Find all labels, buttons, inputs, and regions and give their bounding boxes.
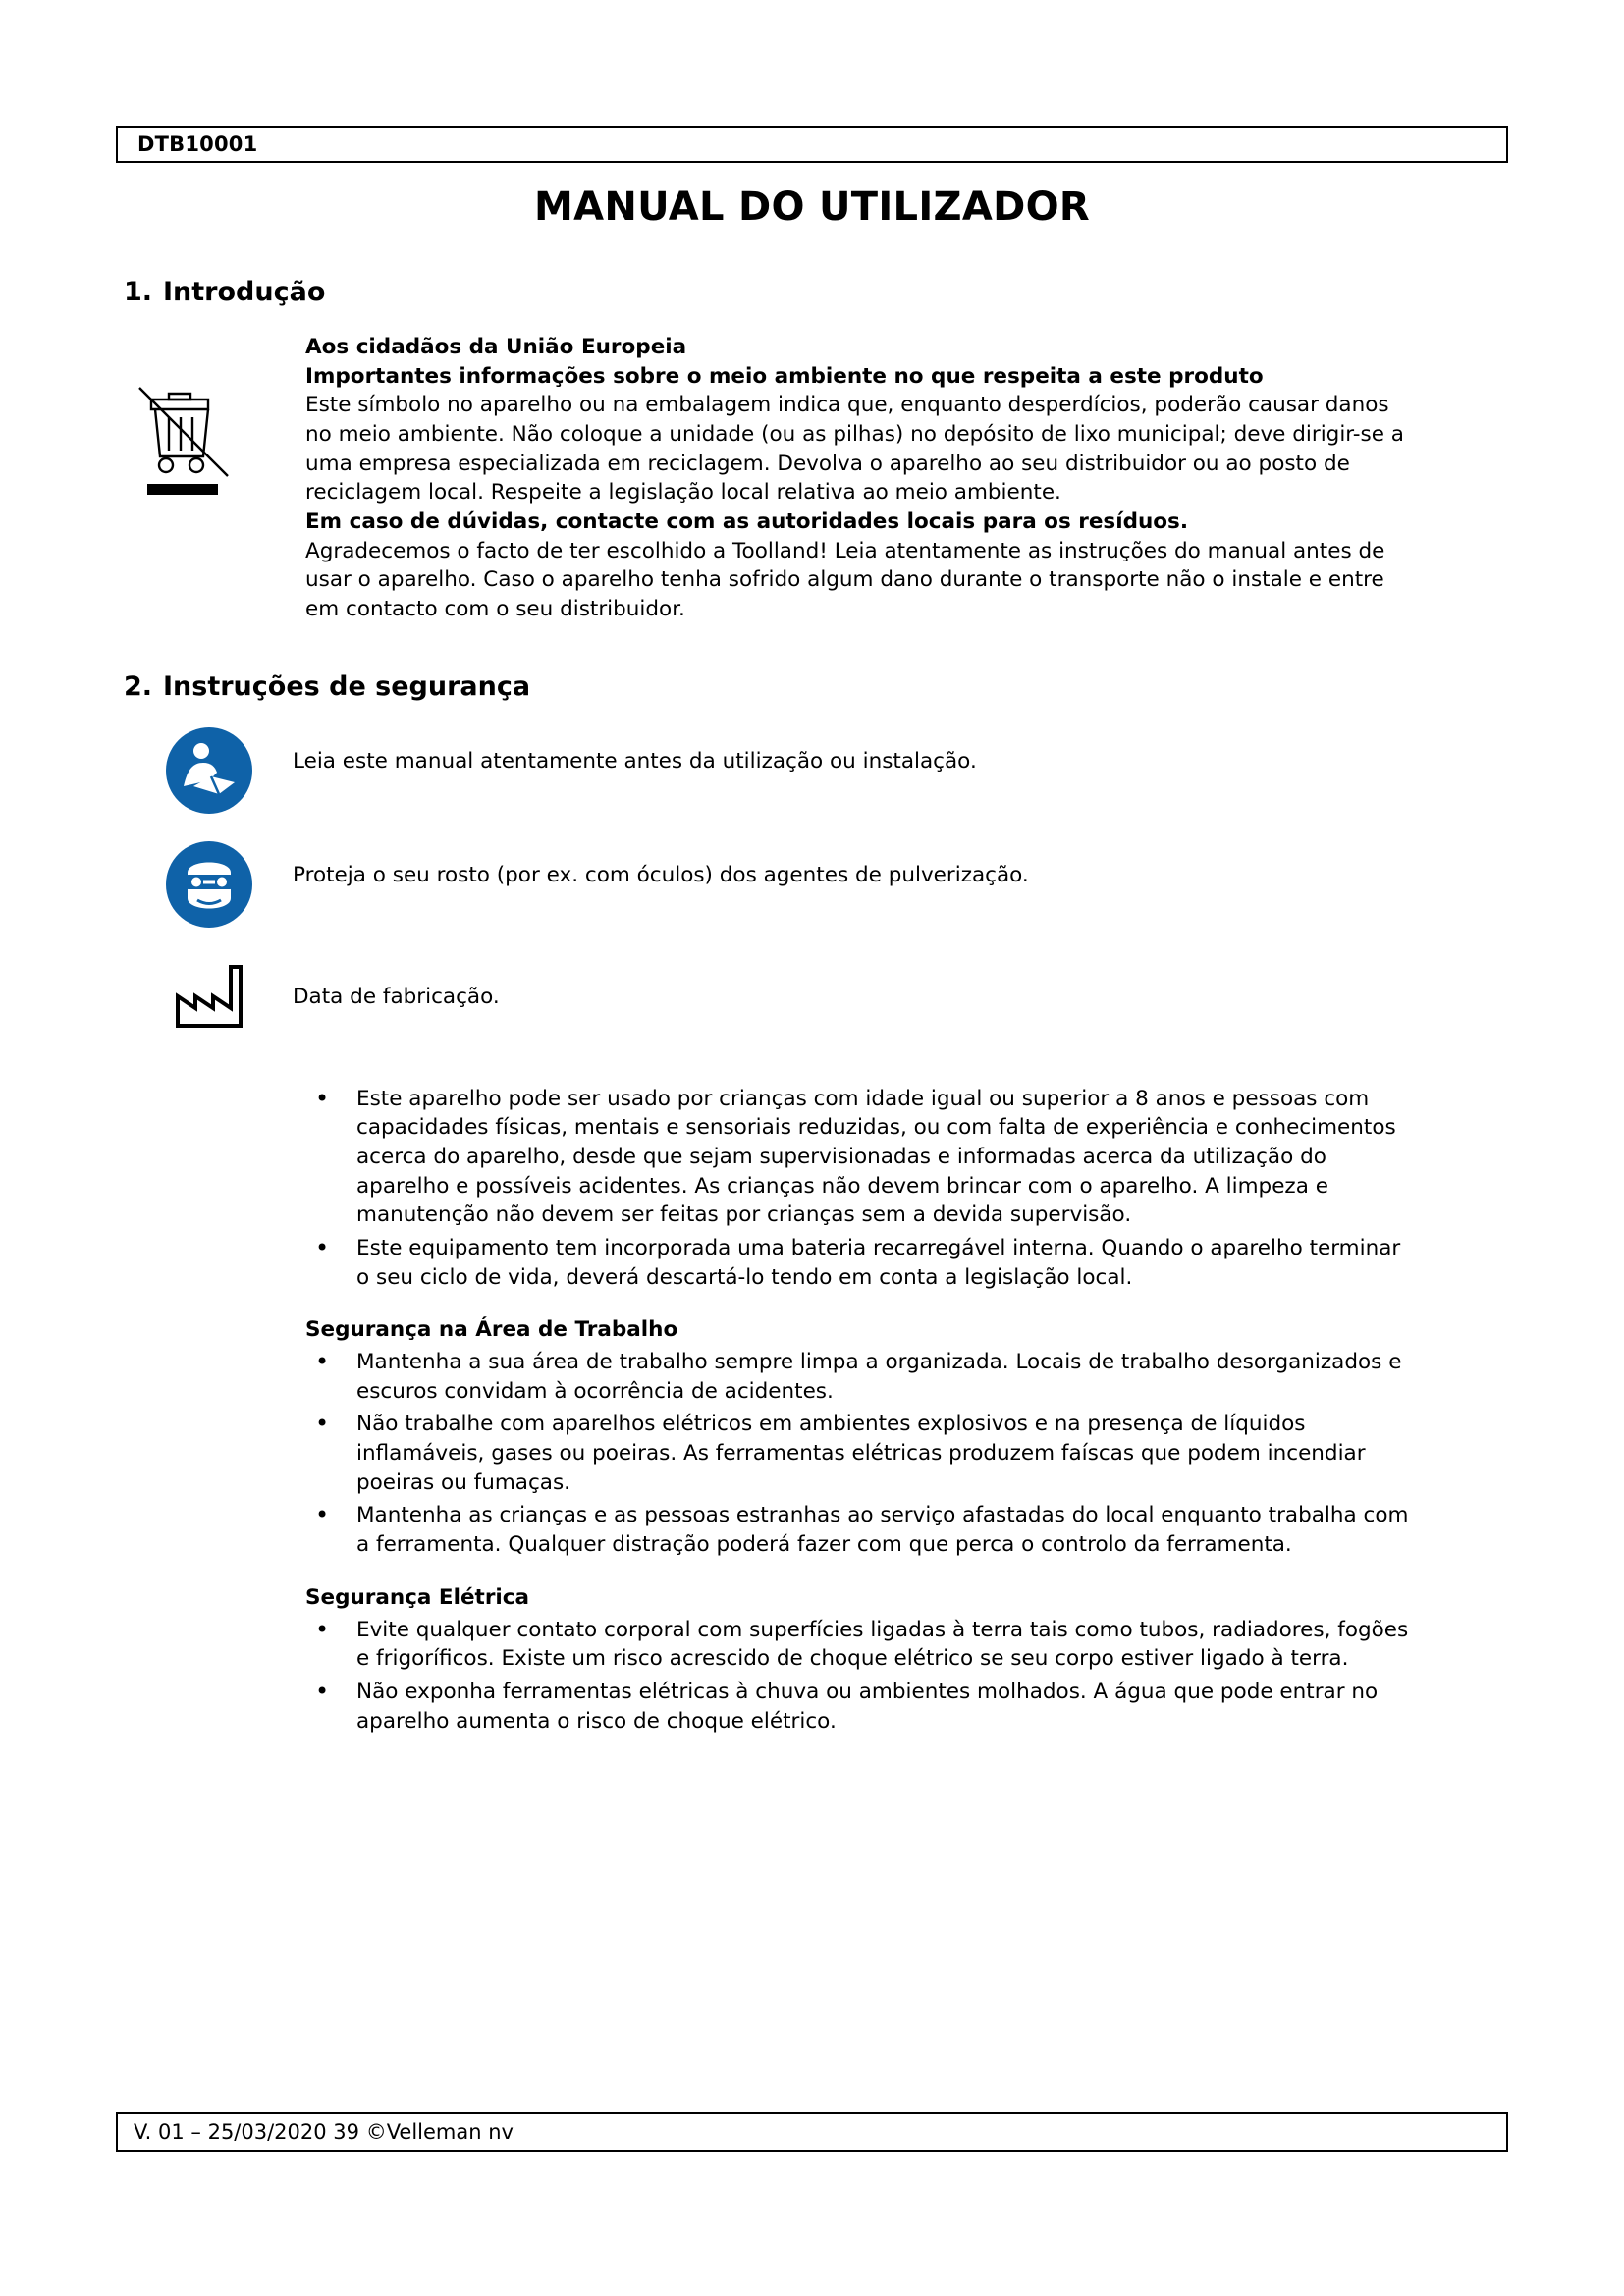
- eu-environment-note: Em caso de dúvidas, contacte com as autoridades locais para os resíduos.: [305, 508, 1189, 534]
- list-item: • Mantenha a sua área de trabalho sempre limpa a organizada. Locais de trabalho desorganizados e escuros convidam à ocorrência de acidentes.: [305, 1348, 1415, 1406]
- list-item: • Não trabalhe com aparelhos elétricos em ambientes explosivos e na presença de líquidos inflamáveis, gases ou poeiras. As ferramentas elétricas produzem faíscas que podem incendiar poeiras ou fumaças.: [305, 1410, 1415, 1497]
- section-number: 1.: [124, 277, 153, 307]
- general-safety-list-block: [305, 1085, 1415, 1736]
- section-heading-seguranca: [116, 671, 1508, 702]
- pictogram-text: Proteja o seu rosto (por ex. com óculos) dos agentes de pulverização.: [293, 862, 1029, 887]
- pictogram-text: Data de fabricação.: [293, 984, 500, 1009]
- eu-environment-subheading: Importantes informações sobre o meio ambiente no que respeita a este produto: [305, 363, 1264, 389]
- intro-text-block: [305, 333, 1415, 624]
- section-number: 2.: [124, 670, 153, 702]
- electrical-safety-list: [305, 1616, 1415, 1736]
- pictogram-row: [116, 839, 1508, 930]
- product-code: DTB10001: [137, 133, 258, 156]
- subheading-workspace-safety: Segurança na Área de Trabalho: [305, 1317, 678, 1343]
- intro-block: [116, 333, 1508, 624]
- subheading-electrical-safety: Segurança Elétrica: [305, 1584, 530, 1610]
- general-safety-list: [305, 1085, 1415, 1293]
- thanks-paragraph: Agradecemos o facto de ter escolhido a Toolland! Leia atentamente as instruções do manual antes de usar o aparelho. Caso o aparelho tenha sofrido algum dano durante o transporte não o instale e entre em contacto com o seu distribuidor.: [305, 538, 1385, 621]
- weee-bin-icon: [126, 366, 244, 504]
- list-item: • Mantenha as crianças e as pessoas estranhas ao serviço afastadas do local enquanto trabalha com a ferramenta. Qualquer distração poderá fazer com que perca o controlo da ferramenta.: [305, 1501, 1415, 1559]
- eye-protection-icon: [116, 839, 293, 930]
- list-item: • Este equipamento tem incorporada uma bateria recarregável interna. Quando o aparelho terminar o seu ciclo de vida, deverá descartá-lo tendo em conta a legislação local.: [305, 1234, 1415, 1292]
- header-code-box: [116, 126, 1508, 163]
- pictogram-row: [116, 725, 1508, 816]
- footer-box: [116, 2112, 1508, 2152]
- document-content: [116, 126, 1508, 1739]
- eu-citizens-heading: Aos cidadãos da União Europeia: [305, 335, 687, 359]
- list-item: • Não exponha ferramentas elétricas à chuva ou ambientes molhados. A água que pode entrar no aparelho aumenta o risco de choque elétrico.: [305, 1678, 1415, 1735]
- read-manual-icon: [116, 725, 293, 816]
- pictogram-text: Leia este manual atentamente antes da utilização ou instalação.: [293, 748, 977, 774]
- section-heading-introducao: [116, 277, 1508, 307]
- footer-text: V. 01 – 25/03/2020 39 ©Velleman nv: [134, 2120, 514, 2144]
- manufacturing-date-icon: [116, 953, 293, 1043]
- list-item: • Evite qualquer contato corporal com superfícies ligadas à terra tais como tubos, radiadores, fogões e frigoríficos. Existe um risco acrescido de choque elétrico se seu corpo estiver ligado à terra.: [305, 1616, 1415, 1674]
- workspace-safety-list: [305, 1348, 1415, 1560]
- section-title: Instruções de segurança: [163, 670, 531, 702]
- page-title: MANUAL DO UTILIZADOR: [534, 185, 1090, 230]
- pictogram-row: [116, 953, 1508, 1043]
- section-title: Introdução: [163, 277, 326, 307]
- list-item: • Este aparelho pode ser usado por crianças com idade igual ou superior a 8 anos e pessoas com capacidades físicas, mentais e sensoriais reduzidas, ou com falta de experiência e conhecimentos acerca do aparelho, desde que sejam supervisionadas e informadas acerca da utilização do aparelho e possíveis acidentes. As crianças não devem brincar com o aparelho. A limpeza e manutenção não devem ser feitas por crianças sem a devida supervisão.: [305, 1085, 1415, 1230]
- eu-environment-body: Este símbolo no aparelho ou na embalagem indica que, enquanto desperdícios, poderão causar danos no meio ambiente. Não coloque a unidade (ou as pilhas) no depósito de lixo municipal; deve dirigir-se a uma empresa especializada em reciclagem. Devolva o aparelho ao seu distribuidor ou ao posto de reciclagem local. Respeite a legislação local relativa ao meio ambiente.: [305, 393, 1404, 506]
